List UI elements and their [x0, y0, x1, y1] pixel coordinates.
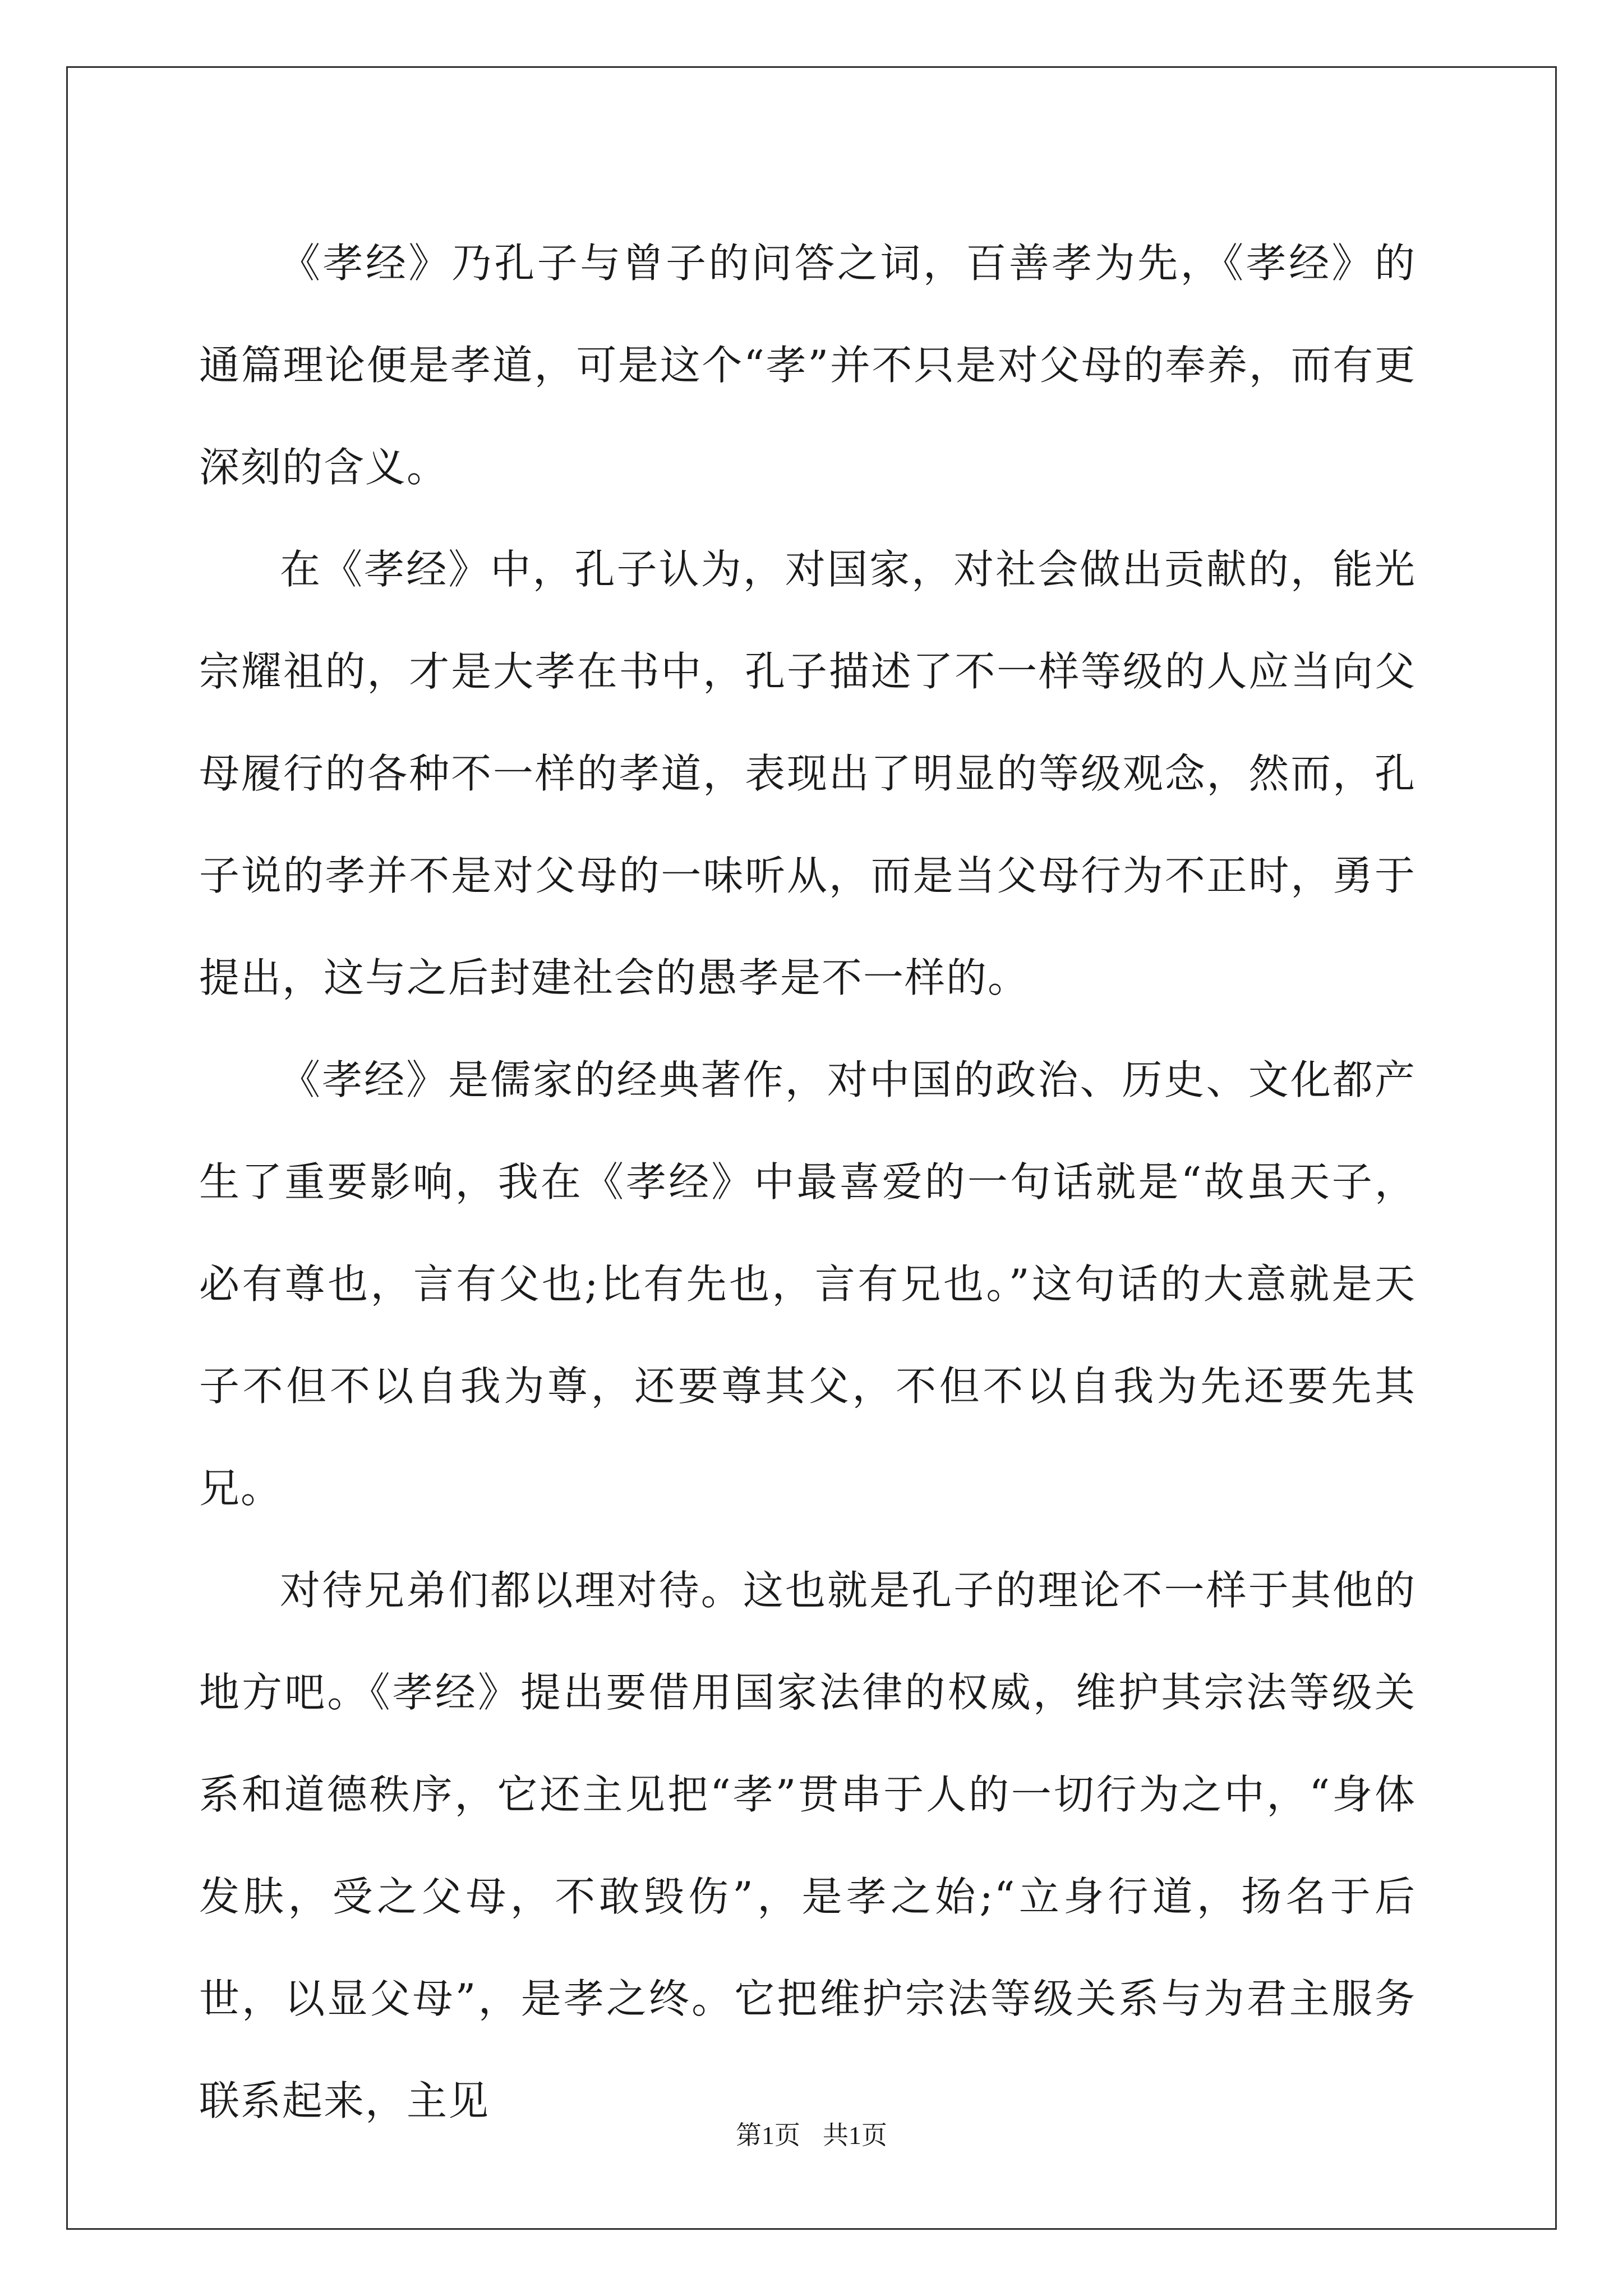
- page-total: 共1页: [823, 2121, 887, 2150]
- paragraph-2: 在《孝经》中，孔子认为，对国家，对社会做出贡献的，能光宗耀祖的，才是大孝在书中，孔子描述了不一样等级的人应当向父母履行的各种不一样的孝道，表现出了明显的等级观念，然而，孔子说的孝并不是对父母的一味听从，而是当父母行为不正时，勇于提出，这与之后封建社会的愚孝是不一样的。: [199, 546, 1416, 1001]
- page-footer: [0, 2115, 1623, 2152]
- paragraph-3: 《孝经》是儒家的经典著作，对中国的政治、历史、文化都产生了重要影响，我在《孝经》中最喜爱的一句话就是“故虽天子，必有尊也，言有父也;比有先也，言有兄也。”这句话的大意就是天子不但不以自我为尊，还要尊其父，不但不以自我为先还要先其兄。: [199, 1056, 1416, 1512]
- document-body: [199, 212, 1416, 2152]
- paragraph-1: 《孝经》乃孔子与曾子的问答之词，百善孝为先，《孝经》的通篇理论便是孝道，可是这个“孝”并不只是对父母的奉养，而有更深刻的含义。: [199, 240, 1416, 491]
- paragraph-4: 对待兄弟们都以理对待。这也就是孔子的理论不一样于其他的地方吧。《孝经》提出要借用国家法律的权威，维护其宗法等级关系和道德秩序，它还主见把“孝”贯串于人的一切行为之中，“身体发肤，受之父母，不敢毁伤”，是孝之始;“立身行道，扬名于后世，以显父母”，是孝之终。它把维护宗法等级关系与为君主服务联系起来，主见: [199, 1567, 1416, 2124]
- page-number: 第1页: [736, 2121, 800, 2150]
